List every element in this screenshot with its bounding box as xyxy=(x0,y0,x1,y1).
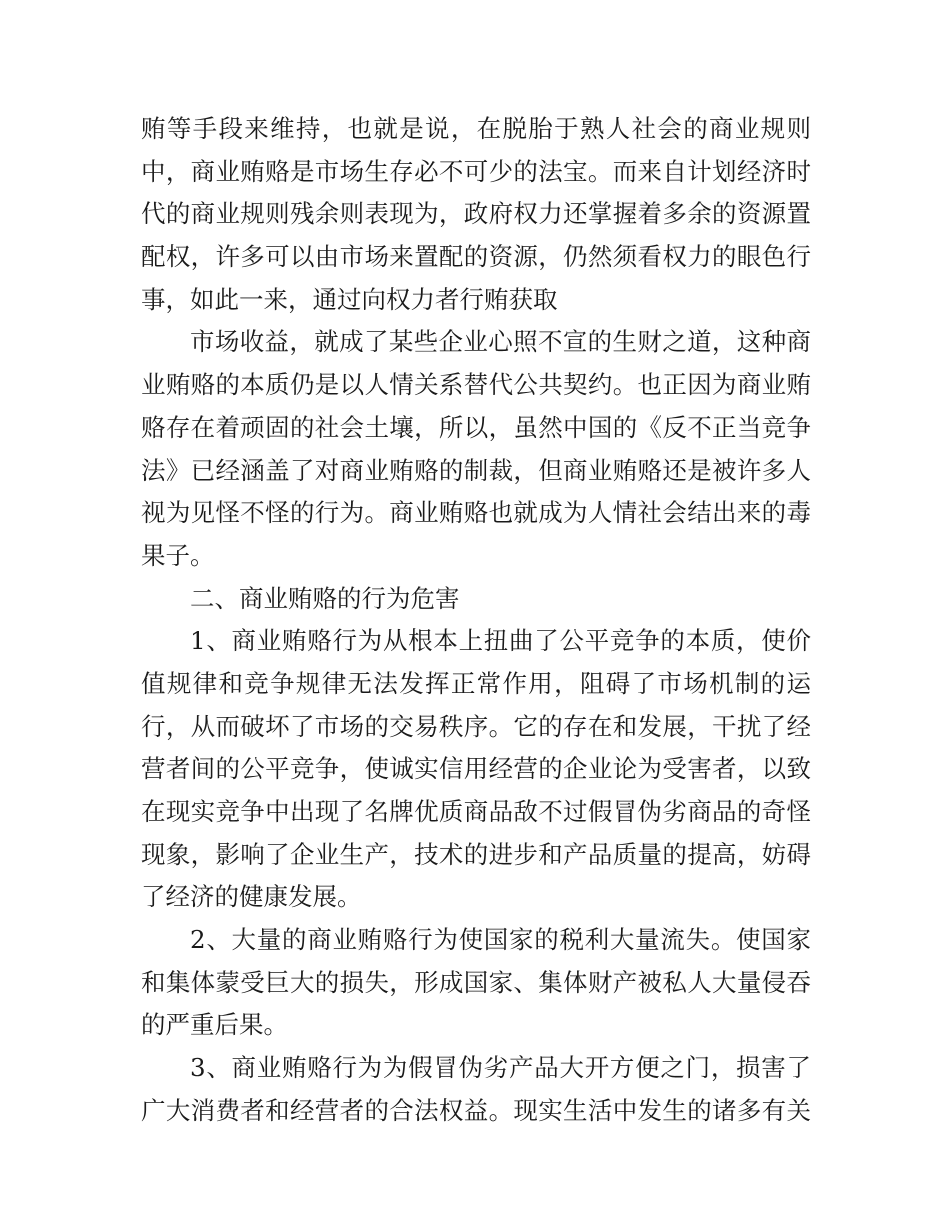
text-line: 1、商业贿赂行为从根本上扭曲了公平竞争的本质，使价 xyxy=(190,626,811,656)
text-line: 代的商业规则残余则表现为，政府权力还掌握着多余的资源置 xyxy=(141,199,811,229)
text-line: 现象，影响了企业生产，技术的进步和产品质量的提高，妨碍 xyxy=(141,839,811,869)
text-line: 配权，许多可以由市场来置配的资源，仍然须看权力的眼色行 xyxy=(141,242,811,272)
text-line: 营者间的公平竞争，使诚实信用经营的企业论为受害者，以致 xyxy=(141,754,811,784)
text-line: 贿等手段来维持，也就是说，在脱胎于熟人社会的商业规则 xyxy=(141,114,811,143)
text-line: 和集体蒙受巨大的损失，形成国家、集体财产被私人大量侵吞 xyxy=(141,967,811,997)
text-line: 视为见怪不怪的行为。商业贿赂也就成为人情社会结出来的毒 xyxy=(141,498,811,528)
text-line: 值规律和竞争规律无法发挥正常作用，阻碍了市场机制的运 xyxy=(141,668,811,698)
text-line: 了经济的健康发展。 xyxy=(141,882,362,912)
text-line: 3、商业贿赂行为为假冒伪劣产品大开方便之门，损害了 xyxy=(190,1053,811,1083)
text-line: 法》已经涵盖了对商业贿赂的制裁，但商业贿赂还是被许多人 xyxy=(141,455,811,485)
text-line: 果子。 xyxy=(141,540,215,570)
text-line: 赂存在着顽固的社会土壤，所以，虽然中国的《反不正当竞争 xyxy=(141,412,811,442)
text-line: 在现实竞争中出现了名牌优质商品敌不过假冒伪劣商品的奇怪 xyxy=(141,797,811,826)
text-line: 行，从而破坏了市场的交易秩序。它的存在和发展，干扰了经 xyxy=(141,711,811,741)
text-line: 中，商业贿赂是市场生存必不可少的法宝。而来自计划经济时 xyxy=(141,156,811,186)
text-line: 广大消费者和经营者的合法权益。现实生活中发生的诸多有关 xyxy=(141,1095,811,1125)
text-line: 二、商业贿赂的行为危害 xyxy=(190,583,460,613)
text-line: 事，如此一来，通过向权力者行贿获取 xyxy=(141,284,558,314)
text-line: 市场收益，就成了某些企业心照不宣的生财之道，这种商 xyxy=(190,327,811,357)
text-line: 的严重后果。 xyxy=(141,1010,288,1040)
text-line: 2、大量的商业贿赂行为使国家的税利大量流失。使国家 xyxy=(190,925,811,955)
body-text xyxy=(141,108,811,1133)
text-line: 业贿赂的本质仍是以人情关系替代公共契约。也正因为商业贿 xyxy=(141,370,811,400)
